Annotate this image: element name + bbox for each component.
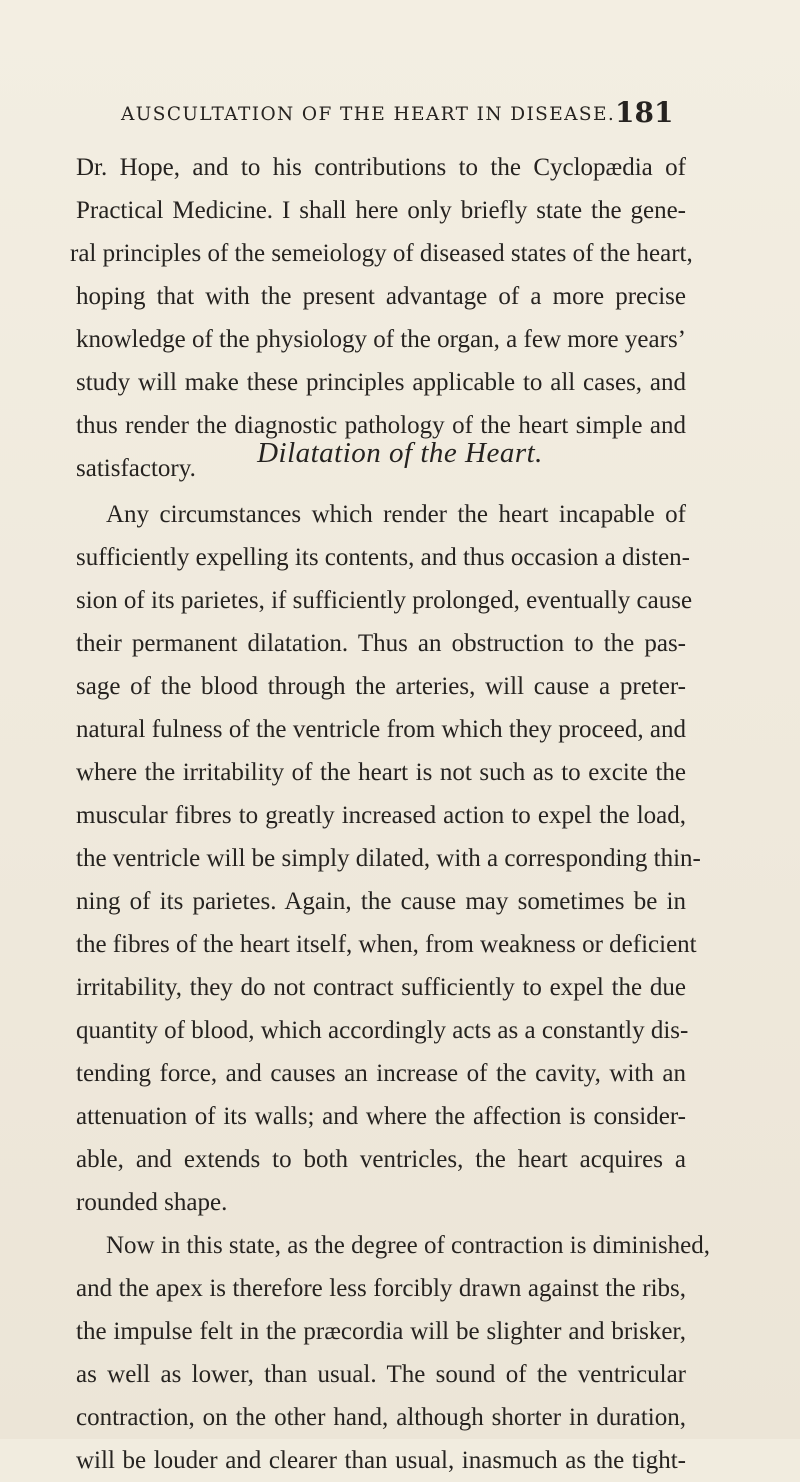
text-line: rounded shape.: [76, 1189, 228, 1216]
text-line: tending force, and causes an increase of the cavity, with an: [76, 1060, 686, 1087]
text-line: attenuation of its walls; and where the affection is consider-: [76, 1103, 686, 1130]
text-line: sion of its parietes, if sufficiently prolonged, eventually cause: [76, 587, 693, 614]
text-line: quantity of blood, which accordingly acts as a constantly dis-: [76, 1017, 689, 1044]
text-line: Now in this state, as the degree of contraction is diminished,: [106, 1232, 711, 1259]
running-head: [0, 96, 800, 136]
text-line: satisfactory.: [76, 455, 196, 482]
text-line: as well as lower, than usual. The sound of the ventricular: [76, 1361, 686, 1388]
section-body: [76, 493, 711, 1482]
section-heading: Dilatation of the Heart.: [257, 437, 543, 469]
text-line: thus render the diagnostic pathology of the heart simple and: [76, 412, 686, 439]
text-line: contraction, on the other hand, although shorter in duration,: [76, 1404, 686, 1431]
text-line: and the apex is therefore less forcibly drawn against the ribs,: [76, 1275, 686, 1302]
text-line: the ventricle will be simply dilated, with a corresponding thin-: [76, 845, 701, 872]
page-number: 181: [615, 96, 674, 129]
text-line: Practical Medicine. I shall here only briefly state the gene-: [76, 197, 686, 224]
text-line: the impulse felt in the præcordia will be slighter and brisker,: [76, 1318, 686, 1345]
text-line: Any circumstances which render the heart incapable of: [106, 501, 686, 528]
text-line: muscular fibres to greatly increased action to expel the load,: [76, 802, 686, 829]
text-line: Dr. Hope, and to his contributions to the Cyclopædia of: [76, 154, 686, 181]
text-line: where the irritability of the heart is not such as to excite the: [76, 759, 686, 786]
text-line: sage of the blood through the arteries, will cause a preter-: [76, 673, 686, 700]
running-title: AUSCULTATION OF THE HEART IN DISEASE.: [121, 104, 616, 125]
text-line: hoping that with the present advantage of a more precise: [76, 283, 686, 310]
text-line: natural fulness of the ventricle from which they proceed, and: [76, 716, 686, 743]
text-line: ral principles of the semeiology of diseased states of the heart,: [70, 240, 693, 267]
text-line: knowledge of the physiology of the organ, a few more years’: [76, 326, 686, 353]
text-line: study will make these principles applicable to all cases, and: [76, 369, 686, 396]
text-line: the fibres of the heart itself, when, from weakness or deficient: [76, 931, 697, 958]
text-line: irritability, they do not contract sufficiently to expel the due: [76, 974, 686, 1001]
text-line: sufficiently expelling its contents, and thus occasion a disten-: [76, 544, 690, 571]
text-line: will be louder and clearer than usual, inasmuch as the tight-: [76, 1447, 686, 1474]
text-line: able, and extends to both ventricles, the heart acquires a: [76, 1146, 686, 1173]
text-line: their permanent dilatation. Thus an obstruction to the pas-: [76, 630, 686, 657]
text-line: ning of its parietes. Again, the cause may sometimes be in: [76, 888, 686, 915]
